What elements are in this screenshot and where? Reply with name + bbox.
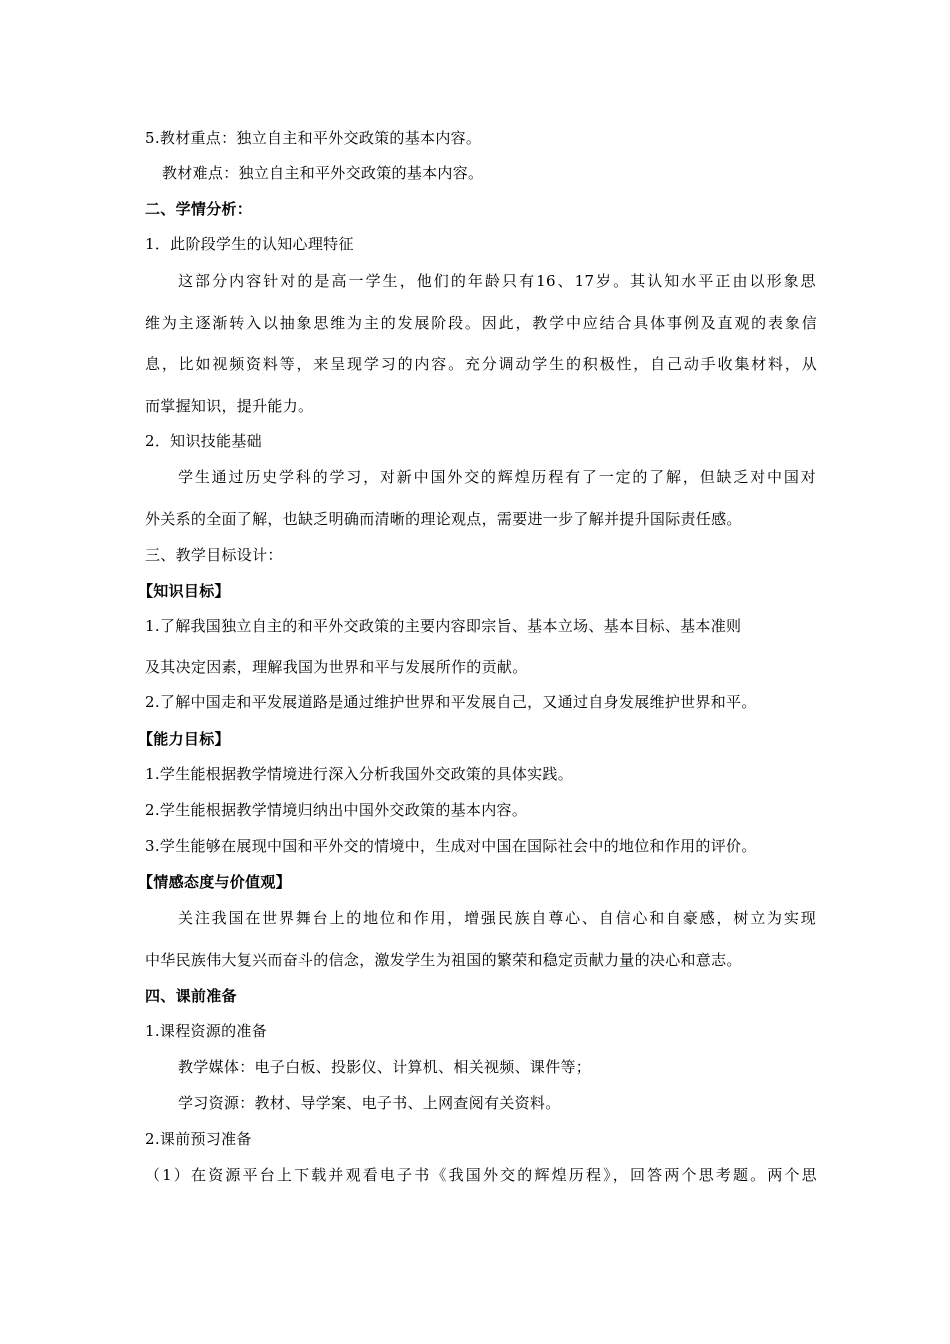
goal-item: 及其决定因素，理解我国为世界和平与发展所作的贡献。	[145, 658, 528, 676]
attitude-goal-heading: 【情感态度与价值观】	[138, 873, 292, 891]
paragraph-line: 维为主逐渐转入以抽象思维为主的发展阶段。因此，教学中应结合具体事例及直观的表象信	[145, 314, 817, 332]
goal-item: 1.学生能根据教学情境进行深入分析我国外交政策的具体实践。	[145, 765, 574, 783]
subheading-line: 1.课程资源的准备	[145, 1022, 268, 1040]
ability-goal-heading: 【能力目标】	[138, 730, 230, 748]
paragraph-line: 关注我国在世界舞台上的地位和作用，增强民族自尊心、自信心和自豪感，树立为实现	[178, 909, 816, 927]
section-heading-4: 四、课前准备	[145, 987, 237, 1005]
subheading-line: 2．知识技能基础	[145, 432, 262, 450]
text-line-2: 教材难点：独立自主和平外交政策的基本内容。	[162, 164, 484, 182]
paragraph-line: 而掌握知识，提升能力。	[145, 397, 314, 415]
paragraph-line: （1）在资源平台上下载并观看电子书《我国外交的辉煌历程》，回答两个思考题。两个思	[145, 1166, 817, 1184]
goal-item: 2.了解中国走和平发展道路是通过维护世界和平发展自己，又通过自身发展维护世界和平。	[145, 693, 757, 711]
section-heading-2: 二、学情分析：	[145, 200, 253, 218]
subheading-line: 1．此阶段学生的认知心理特征	[145, 235, 354, 253]
paragraph-line: 这部分内容针对的是高一学生，他们的年龄只有16、17岁。其认知水平正由以形象思	[178, 272, 816, 290]
goal-item: 1.了解我国独立自主的和平外交政策的主要内容即宗旨、基本立场、基本目标、基本准则	[145, 617, 742, 635]
goal-item: 3.学生能够在展现中国和平外交的情境中，生成对中国在国际社会中的地位和作用的评价。	[145, 837, 757, 855]
section-heading-3: 三、教学目标设计：	[145, 546, 283, 564]
paragraph-line: 息，比如视频资料等，来呈现学习的内容。充分调动学生的积极性，自己动手收集材料，从	[145, 355, 817, 373]
text-line-1: 5.教材重点：独立自主和平外交政策的基本内容。	[145, 129, 482, 147]
paragraph-line: 外关系的全面了解，也缺乏明确而清晰的理论观点，需要进一步了解并提升国际责任感。	[145, 510, 742, 528]
resource-line: 教学媒体：电子白板、投影仪、计算机、相关视频、课件等；	[178, 1058, 592, 1076]
knowledge-goal-heading: 【知识目标】	[138, 582, 230, 600]
resource-line: 学习资源：教材、导学案、电子书、上网查阅有关资料。	[178, 1094, 561, 1112]
subheading-line: 2.课前预习准备	[145, 1130, 252, 1148]
paragraph-line: 中华民族伟大复兴而奋斗的信念，激发学生为祖国的繁荣和稳定贡献力量的决心和意志。	[145, 951, 742, 969]
paragraph-line: 学生通过历史学科的学习，对新中国外交的辉煌历程有了一定的了解，但缺乏对中国对	[178, 468, 816, 486]
goal-item: 2.学生能根据教学情境归纳出中国外交政策的基本内容。	[145, 801, 528, 819]
